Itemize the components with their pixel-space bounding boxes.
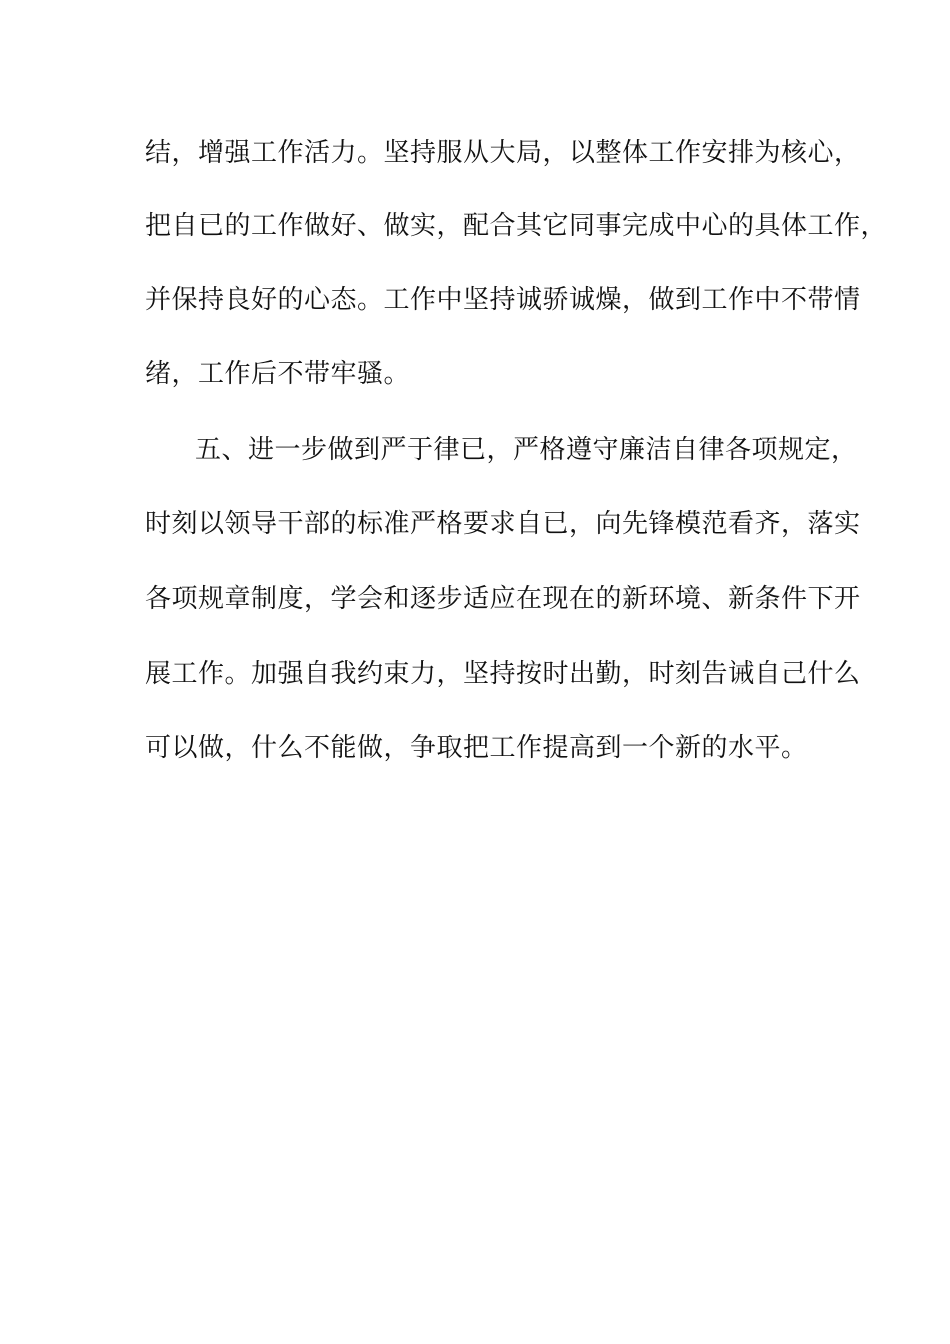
text-line: 绪，工作后不带牢骚。 <box>145 359 411 389</box>
text-line: 时刻以领导干部的标准严格要求自已，向先锋模范看齐，落实 <box>145 509 861 539</box>
text-line: 各项规章制度，学会和逐步适应在现在的新环境、新条件下开 <box>145 584 861 614</box>
text-line: 可以做，什么不能做，争取把工作提高到一个新的水平。 <box>145 733 808 763</box>
text-line: 展工作。加强自我约束力，坚持按时出勤，时刻告诫自己什么 <box>145 659 861 689</box>
text-line: 并保持良好的心态。工作中坚持诚骄诚燥，做到工作中不带情 <box>145 285 861 315</box>
text-line: 把自已的工作做好、做实，配合其它同事完成中心的具体工作， <box>145 211 888 241</box>
text-line: 五、进一步做到严于律已，严格遵守廉洁自律各项规定， <box>195 435 858 465</box>
text-line: 结，增强工作活力。坚持服从大局，以整体工作安排为核心， <box>145 138 861 168</box>
